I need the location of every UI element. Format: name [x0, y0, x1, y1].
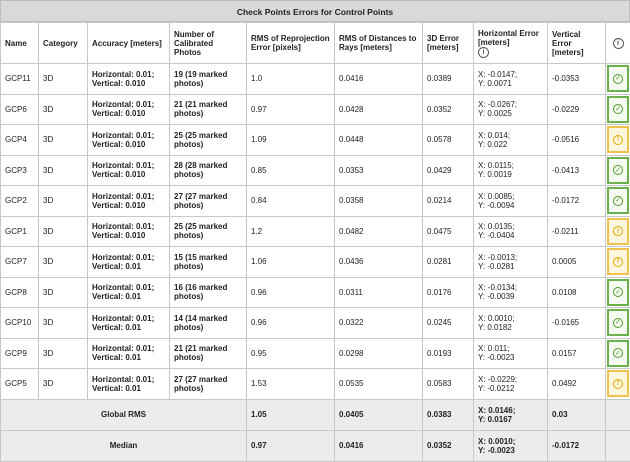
rms-distances: 0.0358 [335, 186, 423, 217]
exclamation-circle-icon: ! [613, 379, 623, 389]
summary-horizontal-error [474, 430, 548, 461]
status-badge [607, 309, 629, 336]
horizontal-error-line1: X: -0.0267; [478, 100, 517, 109]
vertical-error: -0.0211 [548, 216, 606, 247]
exclamation-circle-icon: ! [613, 226, 623, 236]
3d-error: 0.0475 [423, 216, 474, 247]
table-row [1, 216, 630, 247]
point-name: GCP5 [1, 369, 39, 400]
col-header-category: Category [39, 23, 88, 64]
status-badge [607, 96, 629, 123]
col-header-rms-distances: RMS of Distances to Rays [meters] [335, 23, 423, 64]
point-category: 3D [39, 64, 88, 95]
rms-reprojection: 1.0 [247, 64, 335, 95]
accuracy-line2: Vertical: 0.01 [92, 292, 141, 301]
point-category: 3D [39, 216, 88, 247]
rms-distances: 0.0482 [335, 216, 423, 247]
vertical-error: 0.0108 [548, 277, 606, 308]
vertical-error: -0.0165 [548, 308, 606, 339]
point-category: 3D [39, 186, 88, 217]
point-name: GCP4 [1, 125, 39, 156]
status-cell [606, 125, 630, 156]
table-body [1, 64, 630, 462]
summary-row [1, 399, 630, 430]
accuracy-line1: Horizontal: 0.01; [92, 375, 154, 384]
horizontal-error-line1: X: 0.0115; [478, 161, 514, 170]
check-circle-icon: ✓ [613, 104, 623, 114]
summary-rms-distances: 0.0405 [335, 399, 423, 430]
point-name: GCP1 [1, 216, 39, 247]
accuracy-line1: Horizontal: 0.01; [92, 70, 154, 79]
header-row [1, 23, 630, 64]
calibrated-photos: 14 (14 marked photos) [170, 308, 247, 339]
accuracy-line2: Vertical: 0.01 [92, 384, 141, 393]
vertical-error: -0.0413 [548, 155, 606, 186]
horizontal-error [474, 216, 548, 247]
calibrated-photos: 27 (27 marked photos) [170, 186, 247, 217]
accuracy-line1: Horizontal: 0.01; [92, 283, 154, 292]
table-row [1, 186, 630, 217]
horizontal-error-line1: X: 0.011; [478, 344, 509, 353]
horizontal-error-line1: X: -0.0229; [478, 375, 517, 384]
rms-distances: 0.0322 [335, 308, 423, 339]
3d-error: 0.0193 [423, 338, 474, 369]
status-cell [606, 216, 630, 247]
point-category: 3D [39, 155, 88, 186]
point-name: GCP8 [1, 277, 39, 308]
horizontal-error-line2: Y: 0.0182 [478, 323, 512, 332]
accuracy-line2: Vertical: 0.010 [92, 109, 145, 118]
accuracy-line1: Horizontal: 0.01; [92, 344, 154, 353]
summary-status-cell [606, 430, 630, 461]
3d-error: 0.0352 [423, 94, 474, 125]
info-icon[interactable]: i [613, 38, 624, 49]
rms-distances: 0.0416 [335, 64, 423, 95]
horizontal-error [474, 155, 548, 186]
horizontal-error-line2: Y: -0.0404 [478, 231, 514, 240]
horizontal-error-line2: Y: -0.0281 [478, 262, 514, 271]
horizontal-error [474, 308, 548, 339]
status-badge [607, 187, 629, 214]
vertical-error: 0.0157 [548, 338, 606, 369]
check-circle-icon: ✓ [613, 348, 623, 358]
status-cell [606, 64, 630, 95]
rms-reprojection: 0.95 [247, 338, 335, 369]
3d-error: 0.0583 [423, 369, 474, 400]
horizontal-error-line1: X: 0.0085; [478, 192, 514, 201]
check-circle-icon: ✓ [613, 196, 623, 206]
rms-distances: 0.0535 [335, 369, 423, 400]
accuracy-line2: Vertical: 0.010 [92, 79, 145, 88]
vertical-error: -0.0516 [548, 125, 606, 156]
status-cell [606, 94, 630, 125]
rms-reprojection: 0.85 [247, 155, 335, 186]
rms-distances: 0.0298 [335, 338, 423, 369]
exclamation-circle-icon: ! [613, 135, 623, 145]
calibrated-photos: 28 (28 marked photos) [170, 155, 247, 186]
horizontal-error [474, 125, 548, 156]
table-row [1, 125, 630, 156]
summary-vertical-error: 0.03 [548, 399, 606, 430]
status-cell [606, 308, 630, 339]
horizontal-error [474, 186, 548, 217]
horizontal-error-line2: Y: -0.0023 [478, 353, 514, 362]
horizontal-error-line2: Y: -0.0039 [478, 292, 514, 301]
status-badge [607, 65, 629, 92]
table-row [1, 308, 630, 339]
horizontal-error [474, 338, 548, 369]
point-name: GCP11 [1, 64, 39, 95]
point-accuracy [88, 369, 170, 400]
calibrated-photos: 15 (15 marked photos) [170, 247, 247, 278]
horizontal-error [474, 94, 548, 125]
summary-3d-error: 0.0383 [423, 399, 474, 430]
summary-label: Median [1, 430, 247, 461]
col-header-vertical-error: Vertical Error [meters] [548, 23, 606, 64]
summary-label: Global RMS [1, 399, 247, 430]
3d-error: 0.0389 [423, 64, 474, 95]
status-cell [606, 247, 630, 278]
exclamation-circle-icon: ! [613, 257, 623, 267]
table-row [1, 155, 630, 186]
report-title: Check Points Errors for Control Points [0, 0, 630, 22]
3d-error: 0.0429 [423, 155, 474, 186]
check-points-table [0, 22, 630, 462]
rms-distances: 0.0353 [335, 155, 423, 186]
rms-reprojection: 0.84 [247, 186, 335, 217]
point-accuracy [88, 308, 170, 339]
horizontal-error-line1: X: 0.0010; [478, 314, 514, 323]
point-name: GCP9 [1, 338, 39, 369]
table-row [1, 94, 630, 125]
vertical-error: -0.0353 [548, 64, 606, 95]
col-header-horizontal-error [474, 23, 548, 64]
vertical-error: 0.0005 [548, 247, 606, 278]
calibrated-photos: 21 (21 marked photos) [170, 94, 247, 125]
accuracy-line1: Horizontal: 0.01; [92, 100, 154, 109]
calibrated-photos: 19 (19 marked photos) [170, 64, 247, 95]
rms-reprojection: 0.96 [247, 277, 335, 308]
point-accuracy [88, 277, 170, 308]
horizontal-error [474, 64, 548, 95]
calibrated-photos: 27 (27 marked photos) [170, 369, 247, 400]
3d-error: 0.0578 [423, 125, 474, 156]
summary-vertical-error: -0.0172 [548, 430, 606, 461]
accuracy-line1: Horizontal: 0.01; [92, 222, 154, 231]
summary-horizontal-error-line2: Y: 0.0167 [478, 415, 512, 424]
rms-distances: 0.0448 [335, 125, 423, 156]
horizontal-error-label: Horizontal Error [meters] [478, 29, 539, 47]
point-accuracy [88, 155, 170, 186]
summary-horizontal-error-line1: X: 0.0146; [478, 406, 515, 415]
horizontal-error-line1: X: 0.0135; [478, 222, 514, 231]
status-badge [607, 218, 629, 245]
table-row [1, 64, 630, 95]
status-badge [607, 157, 629, 184]
accuracy-line2: Vertical: 0.010 [92, 140, 145, 149]
status-cell [606, 277, 630, 308]
point-name: GCP2 [1, 186, 39, 217]
table-row [1, 369, 630, 400]
status-cell [606, 155, 630, 186]
horizontal-error-line1: X: -0.0147; [478, 70, 517, 79]
point-name: GCP6 [1, 94, 39, 125]
accuracy-line1: Horizontal: 0.01; [92, 314, 154, 323]
summary-horizontal-error-line2: Y: -0.0023 [478, 446, 515, 455]
summary-3d-error: 0.0352 [423, 430, 474, 461]
horizontal-error [474, 277, 548, 308]
accuracy-line2: Vertical: 0.010 [92, 201, 145, 210]
point-accuracy [88, 186, 170, 217]
accuracy-line1: Horizontal: 0.01; [92, 192, 154, 201]
point-accuracy [88, 125, 170, 156]
col-header-3d-error: 3D Error [meters] [423, 23, 474, 64]
horizontal-error [474, 247, 548, 278]
info-icon[interactable]: i [478, 47, 489, 58]
rms-distances: 0.0311 [335, 277, 423, 308]
3d-error: 0.0281 [423, 247, 474, 278]
horizontal-error-line1: X: 0.014; [478, 131, 510, 140]
col-header-status [606, 23, 630, 64]
summary-rms-reprojection: 0.97 [247, 430, 335, 461]
calibrated-photos: 25 (25 marked photos) [170, 125, 247, 156]
status-badge [607, 279, 629, 306]
status-badge [607, 340, 629, 367]
col-header-accuracy: Accuracy [meters] [88, 23, 170, 64]
point-category: 3D [39, 338, 88, 369]
summary-horizontal-error [474, 399, 548, 430]
point-accuracy [88, 247, 170, 278]
horizontal-error-line2: Y: 0.022 [478, 140, 507, 149]
horizontal-error-line2: Y: 0.0019 [478, 170, 512, 179]
point-accuracy [88, 64, 170, 95]
3d-error: 0.0214 [423, 186, 474, 217]
summary-horizontal-error-line1: X: 0.0010; [478, 437, 515, 446]
summary-rms-distances: 0.0416 [335, 430, 423, 461]
rms-reprojection: 0.97 [247, 94, 335, 125]
accuracy-line1: Horizontal: 0.01; [92, 131, 154, 140]
point-category: 3D [39, 125, 88, 156]
summary-rms-reprojection: 1.05 [247, 399, 335, 430]
point-name: GCP7 [1, 247, 39, 278]
rms-reprojection: 0.96 [247, 308, 335, 339]
col-header-photos: Number of Calibrated Photos [170, 23, 247, 64]
status-cell [606, 369, 630, 400]
horizontal-error-line1: X: -0.0013; [478, 253, 517, 262]
point-category: 3D [39, 277, 88, 308]
calibrated-photos: 16 (16 marked photos) [170, 277, 247, 308]
table-row [1, 247, 630, 278]
rms-distances: 0.0436 [335, 247, 423, 278]
check-circle-icon: ✓ [613, 287, 623, 297]
check-circle-icon: ✓ [613, 165, 623, 175]
accuracy-line2: Vertical: 0.01 [92, 353, 141, 362]
horizontal-error-line2: Y: -0.0094 [478, 201, 514, 210]
point-category: 3D [39, 308, 88, 339]
horizontal-error-line1: X: -0.0134; [478, 283, 517, 292]
point-accuracy [88, 94, 170, 125]
point-category: 3D [39, 369, 88, 400]
check-circle-icon: ✓ [613, 74, 623, 84]
horizontal-error-line2: Y: 0.0025 [478, 109, 512, 118]
table-row [1, 338, 630, 369]
rms-reprojection: 1.06 [247, 247, 335, 278]
table-row [1, 277, 630, 308]
point-name: GCP3 [1, 155, 39, 186]
vertical-error: 0.0492 [548, 369, 606, 400]
point-name: GCP10 [1, 308, 39, 339]
horizontal-error-line2: Y: 0.0071 [478, 79, 512, 88]
vertical-error: -0.0229 [548, 94, 606, 125]
accuracy-line1: Horizontal: 0.01; [92, 253, 154, 262]
3d-error: 0.0245 [423, 308, 474, 339]
accuracy-line1: Horizontal: 0.01; [92, 161, 154, 170]
summary-row [1, 430, 630, 461]
rms-reprojection: 1.2 [247, 216, 335, 247]
accuracy-line2: Vertical: 0.010 [92, 170, 145, 179]
point-accuracy [88, 216, 170, 247]
horizontal-error-line2: Y: -0.0212 [478, 384, 514, 393]
status-cell [606, 338, 630, 369]
status-badge [607, 126, 629, 153]
summary-status-cell [606, 399, 630, 430]
rms-distances: 0.0428 [335, 94, 423, 125]
accuracy-line2: Vertical: 0.01 [92, 323, 141, 332]
horizontal-error [474, 369, 548, 400]
point-category: 3D [39, 247, 88, 278]
calibrated-photos: 21 (21 marked photos) [170, 338, 247, 369]
accuracy-line2: Vertical: 0.01 [92, 262, 141, 271]
status-badge [607, 248, 629, 275]
accuracy-line2: Vertical: 0.010 [92, 231, 145, 240]
status-cell [606, 186, 630, 217]
rms-reprojection: 1.53 [247, 369, 335, 400]
check-circle-icon: ✓ [613, 318, 623, 328]
col-header-name: Name [1, 23, 39, 64]
status-badge [607, 370, 629, 397]
point-accuracy [88, 338, 170, 369]
col-header-rms-reprojection: RMS of Reprojection Error [pixels] [247, 23, 335, 64]
calibrated-photos: 25 (25 marked photos) [170, 216, 247, 247]
vertical-error: -0.0172 [548, 186, 606, 217]
3d-error: 0.0176 [423, 277, 474, 308]
point-category: 3D [39, 94, 88, 125]
rms-reprojection: 1.09 [247, 125, 335, 156]
